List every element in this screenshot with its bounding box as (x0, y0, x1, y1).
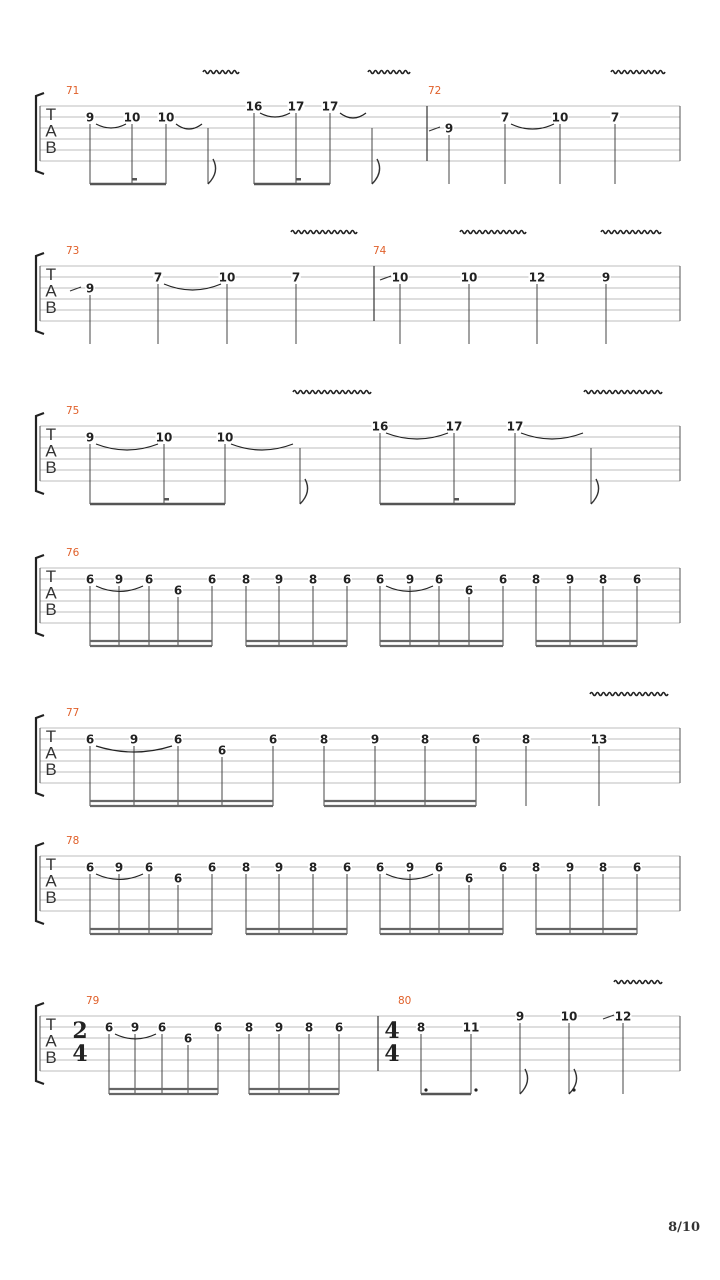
fret-number: 17 (321, 99, 339, 114)
fret-number: 11 (462, 1020, 480, 1035)
fret-number: 6 (464, 583, 474, 598)
fret-number: 9 (85, 430, 95, 445)
fret-number: 8 (308, 860, 318, 875)
flag-hook (208, 159, 216, 184)
tab-clef-letter-t: T (45, 265, 57, 284)
vibrato-mark (203, 71, 239, 74)
rhythm-dot (474, 1088, 477, 1091)
fret-number: 10 (123, 110, 141, 125)
rhythm-dot (572, 1088, 575, 1091)
fret-number: 6 (342, 572, 352, 587)
fret-number: 6 (173, 583, 183, 598)
tie-arc (96, 444, 158, 450)
measure-number: 75 (66, 405, 80, 417)
measure-number: 72 (428, 85, 442, 97)
tie-arc (164, 284, 221, 290)
fret-number: 10 (551, 110, 569, 125)
beam-stub (296, 178, 301, 181)
fret-number: 6 (498, 860, 508, 875)
fret-number: 17 (506, 419, 524, 434)
fret-number: 17 (287, 99, 305, 114)
fret-number: 9 (405, 860, 415, 875)
vibrato-mark (590, 693, 668, 696)
fret-number: 8 (531, 572, 541, 587)
tab-clef-letter-b: B (45, 760, 57, 779)
fret-number: 9 (114, 572, 124, 587)
tab-clef-letter-a: A (45, 281, 57, 301)
tab-clef-letter-b: B (45, 600, 57, 619)
fret-number: 10 (218, 270, 236, 285)
tie-arc (260, 113, 290, 117)
fret-number: 9 (129, 732, 139, 747)
fret-number: 8 (319, 732, 329, 747)
fret-number: 10 (216, 430, 234, 445)
tab-clef-letter-b: B (45, 458, 57, 477)
fret-number: 17 (445, 419, 463, 434)
measure-number: 76 (66, 547, 80, 559)
fret-number: 8 (241, 860, 251, 875)
tab-clef-letter-a: A (45, 441, 57, 461)
fret-number: 9 (405, 572, 415, 587)
fret-number: 8 (241, 572, 251, 587)
page-number: 8/10 (668, 1220, 700, 1235)
fret-number: 6 (342, 860, 352, 875)
beam-stub (132, 178, 137, 181)
fret-number: 12 (614, 1009, 632, 1024)
fret-number: 8 (304, 1020, 314, 1035)
fret-number: 9 (274, 1020, 284, 1035)
rhythm-dot (424, 1088, 427, 1091)
fret-number: 6 (157, 1020, 167, 1035)
fret-number: 10 (560, 1009, 578, 1024)
fret-number: 6 (217, 743, 227, 758)
tab-clef-letter-t: T (45, 727, 57, 746)
fret-number: 6 (207, 860, 217, 875)
fret-number: 7 (500, 110, 510, 125)
fret-number: 8 (308, 572, 318, 587)
fret-number: 16 (245, 99, 263, 114)
vibrato-mark (614, 981, 662, 984)
fret-number: 9 (515, 1009, 525, 1024)
vibrato-mark (584, 391, 662, 394)
fret-number: 6 (144, 860, 154, 875)
measure-number: 78 (66, 835, 80, 847)
time-signature-bottom: 4 (72, 1041, 88, 1067)
fret-number: 6 (471, 732, 481, 747)
fret-number: 6 (173, 871, 183, 886)
measure-number: 80 (398, 995, 412, 1007)
fret-number: 8 (531, 860, 541, 875)
time-signature-top: 2 (72, 1018, 88, 1044)
fret-number: 6 (85, 860, 95, 875)
tie-arc (386, 433, 448, 439)
tab-clef-letter-b: B (45, 1048, 57, 1067)
tab-clef-letter-a: A (45, 871, 57, 891)
flag-hook (372, 159, 380, 184)
fret-number: 8 (598, 572, 608, 587)
tab-clef-letter-t: T (45, 425, 57, 444)
vibrato-mark (291, 231, 357, 234)
tab-clef-letter-b: B (45, 298, 57, 317)
fret-number: 7 (610, 110, 620, 125)
fret-number: 8 (416, 1020, 426, 1035)
flag-hook (520, 1069, 528, 1094)
tab-clef-letter-t: T (45, 567, 57, 586)
fret-number: 9 (444, 121, 454, 136)
fret-number: 9 (114, 860, 124, 875)
fret-number: 8 (598, 860, 608, 875)
fret-number: 9 (274, 860, 284, 875)
tab-clef-letter-a: A (45, 583, 57, 603)
fret-number: 10 (155, 430, 173, 445)
fret-number: 8 (244, 1020, 254, 1035)
beam-stub (454, 498, 459, 501)
fret-number: 6 (144, 572, 154, 587)
fret-number: 7 (291, 270, 301, 285)
fret-number: 6 (334, 1020, 344, 1035)
fret-number: 6 (632, 860, 642, 875)
fret-number: 6 (434, 860, 444, 875)
fret-number: 16 (371, 419, 389, 434)
vibrato-mark (611, 71, 665, 74)
fret-number: 9 (565, 860, 575, 875)
fret-number: 12 (528, 270, 546, 285)
tab-clef-letter-t: T (45, 1015, 57, 1034)
fret-number: 6 (183, 1031, 193, 1046)
fret-number: 6 (464, 871, 474, 886)
tab-clef-letter-t: T (45, 855, 57, 874)
fret-number: 7 (153, 270, 163, 285)
fret-number: 6 (207, 572, 217, 587)
measure-number: 71 (66, 85, 80, 97)
fret-number: 6 (375, 860, 385, 875)
tie-arc (231, 444, 293, 450)
fret-number: 9 (370, 732, 380, 747)
fret-number: 6 (85, 572, 95, 587)
measure-number: 77 (66, 707, 80, 719)
fret-number: 6 (104, 1020, 114, 1035)
fret-number: 6 (213, 1020, 223, 1035)
fret-number: 13 (590, 732, 608, 747)
tie-arc (521, 433, 583, 439)
fret-number: 6 (434, 572, 444, 587)
tie-arc (96, 124, 126, 128)
vibrato-mark (293, 391, 371, 394)
fret-number: 6 (268, 732, 278, 747)
fret-number: 9 (130, 1020, 140, 1035)
fret-number: 9 (85, 281, 95, 296)
measure-number: 79 (86, 995, 100, 1007)
fret-number: 10 (460, 270, 478, 285)
time-signature-bottom: 4 (384, 1041, 400, 1067)
fret-number: 6 (85, 732, 95, 747)
tab-clef-letter-a: A (45, 1031, 57, 1051)
fret-number: 8 (521, 732, 531, 747)
tab-clef-letter-t: T (45, 105, 57, 124)
vibrato-mark (368, 71, 410, 74)
fret-number: 9 (565, 572, 575, 587)
tab-clef-letter-a: A (45, 121, 57, 141)
fret-number: 6 (173, 732, 183, 747)
fret-number: 6 (375, 572, 385, 587)
measure-number: 73 (66, 245, 80, 257)
flag-hook (300, 479, 308, 504)
fret-number: 6 (632, 572, 642, 587)
tab-clef-letter-b: B (45, 138, 57, 157)
fret-number: 8 (420, 732, 430, 747)
fret-number: 9 (85, 110, 95, 125)
fret-number: 6 (498, 572, 508, 587)
fret-number: 10 (157, 110, 175, 125)
fret-number: 9 (601, 270, 611, 285)
tab-clef-letter-b: B (45, 888, 57, 907)
vibrato-mark (601, 231, 661, 234)
tab-clef-letter-a: A (45, 743, 57, 763)
time-signature-top: 4 (384, 1018, 400, 1044)
vibrato-mark (460, 231, 526, 234)
flag-hook (591, 479, 599, 504)
fret-number: 9 (274, 572, 284, 587)
fret-number: 10 (391, 270, 409, 285)
beam-stub (164, 498, 169, 501)
measure-number: 74 (373, 245, 387, 257)
